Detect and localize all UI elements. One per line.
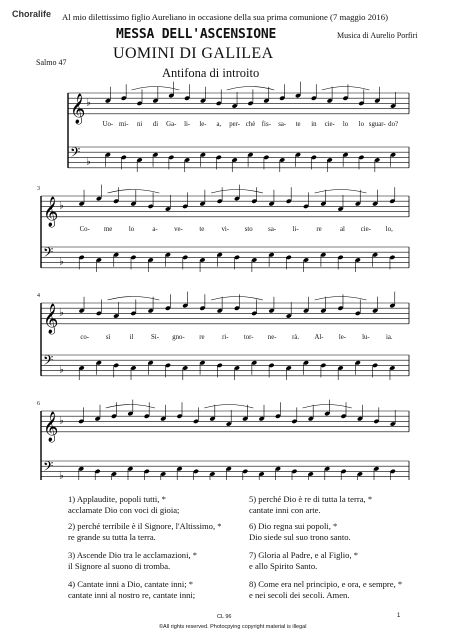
lyric-syllable: in (311, 121, 317, 128)
lyric-syllable: mi- (119, 121, 129, 128)
treble-clef-icon: 𝄞 (43, 303, 59, 334)
lyric-syllable: a- (152, 226, 158, 233)
system-number: 3 (37, 186, 40, 192)
copyright-notice: ©All rights reserved. Photocpying copyright material is illegal (159, 624, 307, 630)
verse-4: 4) Cantate inni a Dio, cantate inni; * cantate inni al nostro re, cantate inni; (68, 579, 196, 601)
lyric-syllable: per- (229, 121, 241, 128)
lyric-syllable: Ga- (166, 121, 177, 128)
flat-icon: ♭ (59, 415, 64, 427)
lyric-syllable: ri- (222, 334, 229, 341)
lyric-syllable: do? (388, 121, 398, 128)
verse-3: 3) Ascende Dio tra le acclamazioni, * il Signore al suono di tromba. (68, 550, 198, 572)
lyric-syllable: cie- (360, 226, 371, 233)
verse-2: 2) perché terribile è il Signore, l'Altissimo, * re grande su tutta la terra. (68, 521, 222, 543)
lyric-syllable: ne- (267, 334, 277, 341)
lyric-syllable: ni (136, 121, 143, 128)
lyric-syllable: te (199, 226, 205, 233)
lyric-syllable: sì (105, 334, 111, 341)
flat-icon: ♭ (59, 364, 64, 376)
verse-1: 1) Applaudite, popoli tutti, * acclamate Dio con voci di gioia; (68, 494, 180, 516)
bass-clef-icon: 𝄢 (43, 244, 54, 264)
verse-8: 8) Come era nel principio, e ora, e sempre, * e nei secoli dei secoli. Amen. (249, 579, 403, 601)
lyric-syllable: le- (338, 334, 347, 341)
lyric-syllable: Uo- (102, 121, 114, 128)
lyric-syllable: le- (199, 121, 207, 128)
choralife-logo: Choralife (12, 9, 52, 19)
page-subtitle: Antifona di introito (162, 66, 260, 80)
lyric-syllable: lo, (385, 226, 393, 233)
psalm-reference: Salmo 47 (36, 58, 67, 67)
lyric-syllable: tor- (243, 334, 254, 341)
lyric-syllable: gno- (172, 334, 185, 341)
lyric-syllable: sguar- (368, 121, 386, 128)
mass-title: MESSA DELL'ASCENSIONE (116, 27, 277, 42)
lyric-syllable: chè (245, 121, 256, 128)
lyric-syllable: di (152, 121, 159, 128)
lyric-syllable: sto (244, 226, 253, 233)
lyric-syllable: co- (80, 334, 90, 341)
treble-clef-icon: 𝄞 (70, 93, 86, 124)
lyric-syllable: lo (128, 226, 135, 233)
lyric-syllable: il (129, 334, 134, 341)
lyric-syllable: te (295, 121, 301, 128)
flat-icon: ♭ (59, 470, 64, 480)
verse-6: 6) Dio regna sui popoli, * Dio siede sul suo trono santo. (249, 521, 351, 543)
treble-clef-icon: 𝄞 (43, 196, 59, 227)
lyric-syllable: ia. (385, 334, 393, 341)
page-title: UOMINI DI GALILEA (113, 45, 274, 62)
lyric-syllable: sa- (278, 121, 287, 128)
page-number: 1 (397, 613, 401, 619)
lyric-syllable: me (103, 226, 113, 233)
lyric-syllable: li- (184, 121, 191, 128)
flat-icon: ♭ (86, 97, 91, 109)
bass-clef-icon: 𝄢 (43, 458, 54, 478)
lyric-syllable: sa- (268, 226, 277, 233)
lyric-syllable: re (316, 226, 322, 233)
lyric-syllable: al (339, 226, 345, 233)
lyric-syllable: ve- (174, 226, 183, 233)
system-number: 4 (37, 293, 40, 299)
verse-7: 7) Gloria al Padre, e al Figlio, * e allo Spirito Santo. (249, 550, 359, 572)
lyric-syllable: lo (342, 121, 349, 128)
composer-credit: Musica di Aurelio Porfiri (337, 31, 418, 40)
treble-clef-icon: 𝄞 (43, 411, 59, 442)
verse-5: 5) perché Dio è re di tutta la terra, * cantate inni con arte. (249, 494, 373, 516)
lyric-syllable: vi- (221, 226, 230, 233)
lyric-syllable: Co- (79, 226, 90, 233)
lyric-syllable: lu- (362, 334, 370, 341)
catalog-code: CL 96 (217, 614, 232, 620)
bass-clef-icon: 𝄢 (43, 352, 54, 372)
lyric-syllable: Al- (314, 334, 324, 341)
flat-icon: ♭ (86, 156, 91, 168)
flat-icon: ♭ (59, 307, 64, 319)
lyric-syllable: re (199, 334, 205, 341)
flat-icon: ♭ (59, 256, 64, 268)
lyric-syllable: a, (216, 121, 222, 128)
flat-icon: ♭ (59, 200, 64, 212)
lyric-syllable: lo (358, 121, 365, 128)
lyric-syllable: Si- (151, 334, 159, 341)
lyric-syllable: rà. (292, 334, 300, 341)
lyric-syllable: cie- (324, 121, 335, 128)
dedication-text: Al mio dilettissimo figlio Aureliano in occasione della sua prima comunione (7 maggio 2016) (62, 12, 388, 22)
lyric-syllable: fis- (261, 121, 271, 128)
bass-clef-icon: 𝄢 (70, 144, 81, 164)
lyric-syllable: li- (292, 226, 299, 233)
system-number: 6 (37, 401, 40, 407)
